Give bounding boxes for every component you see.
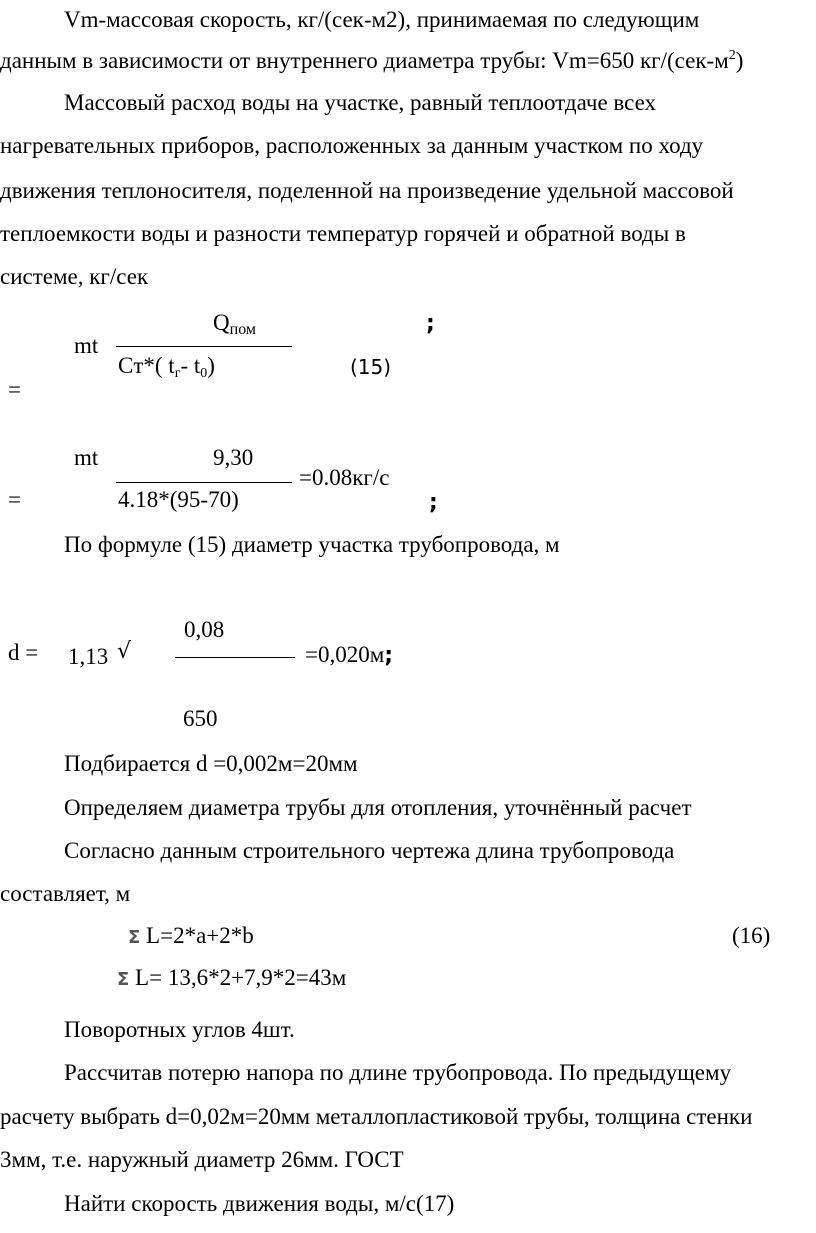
formula15-den-sub-0: 0: [200, 366, 208, 381]
text-line-amounts-to: составляет, м: [0, 881, 131, 906]
sigma-icon: Σ: [128, 927, 141, 948]
equation-number-16: (16): [732, 923, 771, 948]
diameter-denominator: 650: [183, 706, 218, 731]
calc-fraction-bar: [116, 482, 292, 483]
text-line-water-speed: Найти скорость движения воды, м/с(17): [64, 1191, 455, 1216]
calc-denominator: 4.18*(95-70): [118, 487, 239, 512]
text-line-drawing-data: Согласно данным строительного чертежа длина трубопровода: [64, 838, 675, 863]
formula15-den-part-a: Cт*( t: [118, 353, 175, 378]
diameter-result: [305, 643, 393, 667]
text-line-mass-flow: Массовый расход воды на участке, равный теплоотдаче всех: [64, 90, 657, 115]
sum-formula-values: [117, 966, 346, 989]
closing-paren: ): [735, 48, 744, 73]
diameter-lhs: d =: [8, 640, 39, 665]
formula15-semicolon: ;: [426, 311, 435, 336]
formula15-denominator: [118, 353, 215, 381]
sum-formula-16: [128, 924, 254, 947]
calc-semicolon: ;: [429, 490, 438, 515]
formula15-fraction-bar: [116, 346, 292, 347]
text-line-by-formula: По формуле (15) диаметр участка трубопровода, м: [64, 532, 560, 557]
diameter-semicolon: ;: [384, 643, 394, 668]
superscript-2: 2: [728, 48, 736, 63]
text-line-heat-capacity: теплоемкости воды и разности температур горячей и обратной воды в: [0, 221, 686, 246]
sum-formula-values-text: L= 13,6*2+7,9*2=43м: [135, 965, 347, 990]
text-line-coolant-motion: движения теплоносителя, поделенной на произведение удельной массовой: [0, 178, 734, 203]
text-line-outer-diameter: 3мм, т.е. наружный диаметр 26мм. ГОСТ: [0, 1147, 404, 1172]
diameter-fraction-bar: [175, 657, 295, 658]
text-line-diameter-dependency-main: данным в зависимости от внутреннего диаметра трубы: Vm=650 кг/(сек-м: [0, 48, 729, 73]
calc-equals: =: [8, 487, 21, 512]
formula15-equation-number: (15): [350, 355, 392, 379]
text-line-head-loss: Рассчитав потерю напора по длине трубопровода. По предыдущему: [64, 1060, 732, 1085]
text-line-turns: Поворотных углов 4шт.: [64, 1017, 295, 1042]
diameter-result-value: =0,020м: [305, 642, 385, 667]
formula15-den-part-c: ): [207, 353, 215, 378]
formula15-lhs: mt: [74, 333, 99, 358]
text-line-system-units: системе, кг/сек: [0, 264, 149, 289]
formula15-den-part-b: - t: [180, 353, 201, 378]
text-line-heaters: нагревательных приборов, расположенных за данным участком по ходу: [0, 133, 704, 158]
formula15-numerator-q: Q: [213, 310, 230, 335]
sum-formula-16-text: L=2*a+2*b: [146, 923, 254, 948]
text-line-selected-diameter: Подбирается d =0,002м=20мм: [64, 751, 358, 776]
formula15-equals: =: [8, 377, 21, 402]
calc-lhs: mt: [74, 445, 99, 470]
diameter-numerator: 0,08: [184, 617, 225, 642]
text-line-pipe-choice: расчету выбрать d=0,02м=20мм металлопластиковой трубы, толщина стенки: [0, 1104, 753, 1129]
diameter-coefficient: 1,13: [68, 644, 109, 669]
formula15-numerator: [213, 310, 257, 338]
sigma-icon: Σ: [117, 969, 130, 990]
calc-numerator: 9,30: [213, 445, 254, 470]
formula15-den-sub-r: г: [174, 366, 181, 381]
text-line-define-diameter: Определяем диаметра трубы для отопления, уточнённый расчет: [64, 795, 692, 820]
formula15-numerator-sub: пом: [229, 321, 257, 338]
square-root-icon: √: [117, 639, 132, 664]
text-line-diameter-dependency: [0, 49, 743, 72]
text-line-mass-velocity: Vm-массовая скорость, кг/(сек-м2), принимаемая по следующим: [64, 7, 700, 32]
calc-result: =0.08кг/с: [299, 465, 390, 490]
